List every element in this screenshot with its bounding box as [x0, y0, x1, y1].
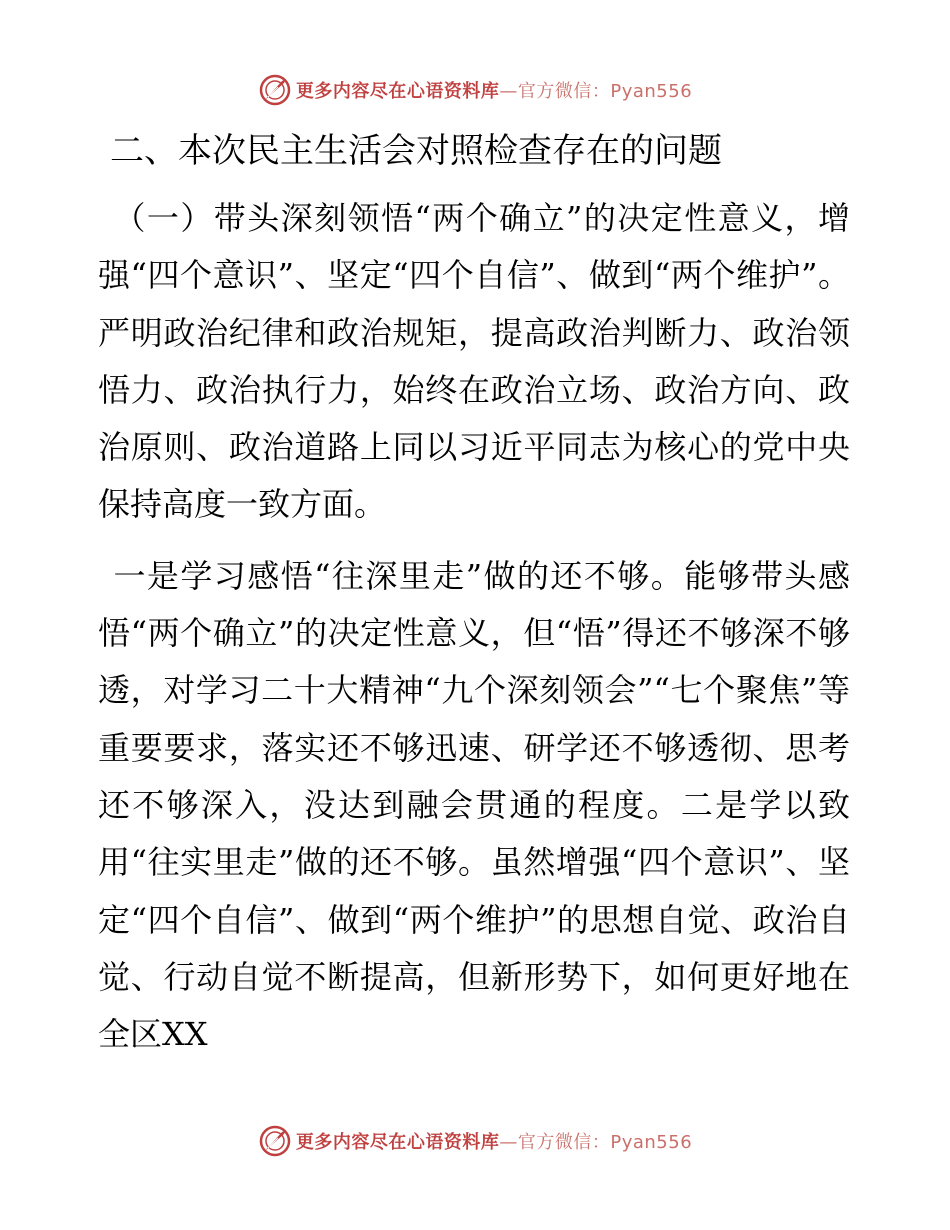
watermark-main: 更多内容尽在心语资料库 [295, 1132, 500, 1153]
paragraph-1-text: （一）带头深刻领悟“两个确立”的决定性意义，增强“四个意识”、坚定“四个自信”、做到“两个维护”。严明政治纪律和政治规矩，提高政治判断力、政治领悟力、政治执行力，始终在政治立场、政治方向、政治原则、政治道路上同以习近平同志为核心的党中央保持高度一致方面。 [98, 199, 850, 524]
watermark-sub: —官方微信：Pyan556 [499, 81, 693, 102]
watermark-main: 更多内容尽在心语资料库 [295, 81, 500, 102]
footer-watermark [0, 1121, 950, 1161]
document-body [98, 122, 850, 1063]
paragraph-1 [98, 190, 850, 534]
watermark-text [296, 1128, 692, 1154]
paragraph-2-text: 一是学习感悟“往深里走”做的还不够。能够带头感悟“两个确立”的决定性意义，但“悟”得还不够深不够透，对学习二十大精神“九个深刻领会”“七个聚焦”等重要要求，落实还不够迅速、研学还不够透彻、思考还不够深入，没达到融会贯通的程度。二是学以致用“往实里走”做的还不够。虽然增强“四个意识”、坚定“四个自信”、做到“两个维护”的思想自觉、政治自觉、行动自觉不断提高，但新形势下，如何更好地在全区XX [98, 556, 850, 1054]
watermark-sub: —官方微信：Pyan556 [499, 1132, 693, 1153]
watermark-text [296, 77, 692, 103]
quill-logo-icon [258, 1124, 292, 1158]
paragraph-2 [98, 548, 850, 1064]
header-watermark [0, 70, 950, 110]
quill-logo-icon [258, 73, 292, 107]
section-heading: 二、本次民主生活会对照检查存在的问题 [110, 131, 722, 171]
